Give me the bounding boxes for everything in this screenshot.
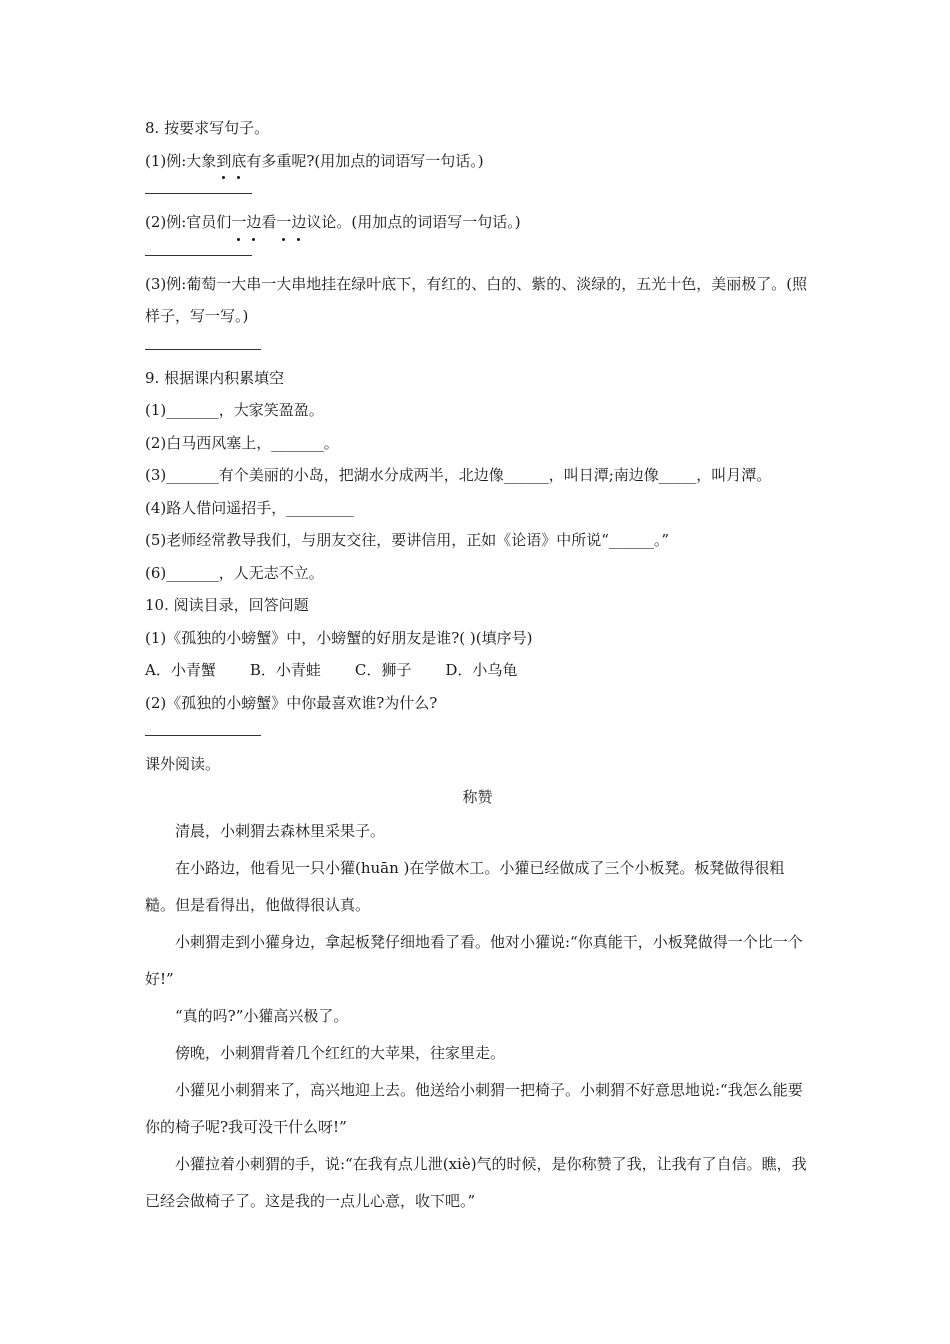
option-b[interactable]: B．小青蛙 <box>249 661 321 679</box>
q10-sub-1: (1)《孤独的小螃蟹》中，小螃蟹的好朋友是谁?( )(填序号) <box>145 628 533 647</box>
q10-title: 10. 阅读目录，回答问题 <box>145 596 309 614</box>
option-a[interactable]: A．小青蟹 <box>145 661 216 679</box>
answer-line[interactable] <box>145 177 810 206</box>
reading-paragraph: 小刺猬走到小獾身边，拿起板凳仔细地看了看。他对小獾说:“你真能干，小板凳做得一个比一个好!” <box>145 933 803 988</box>
answer-line[interactable] <box>145 239 810 268</box>
reading-title: 称赞 <box>462 787 493 806</box>
q9-item-5: (5)老师经常教导我们，与朋友交往，要讲信用，正如《论语》中所说“______。” <box>145 531 670 549</box>
q8-title: 8. 按要求写句子。 <box>145 119 270 137</box>
q9-item-6: (6)_______，人无志不立。 <box>145 563 324 582</box>
q9-item-4: (4)路人借问遥招手，_________ <box>145 498 354 517</box>
emphasis-dot-char: 底 <box>231 145 246 178</box>
reading-paragraph: 小獾见小刺猬来了，高兴地迎上去。他送给小刺猬一把椅子。小刺猬不好意思地说:“我怎么能要你的椅子呢?我可没干什么呀!” <box>145 1081 803 1136</box>
reading-label: 课外阅读。 <box>145 755 221 773</box>
emphasis-dot-char: 一 <box>276 206 291 239</box>
reading-paragraph: 在小路边，他看见一只小獾(huān )在学做木工。小獾已经做成了三个小板凳。板凳做得很粗糙。但是看得出，他做得很认真。 <box>145 859 785 914</box>
q8-sentence-1: (1)例:大象到底有多重呢?(用加点的词语写一句话。) <box>145 145 810 178</box>
emphasis-dot-char: 边 <box>291 206 306 239</box>
answer-line[interactable] <box>145 719 810 748</box>
reading-paragraph: 傍晚，小刺猬背着几个红红的大苹果，往家里走。 <box>175 1044 506 1062</box>
emphasis-dot-char: 一 <box>231 206 246 239</box>
q9-item-1: (1)_______，大家笑盈盈。 <box>145 401 324 419</box>
option-d[interactable]: D．小乌龟 <box>445 661 518 679</box>
worksheet-page <box>145 112 810 1220</box>
q8-sentence-3: (3)例:葡萄一大串一大串地挂在绿叶底下，有红的、白的、紫的、淡绿的，五光十色，美丽极了。(照样子，写一写。) <box>145 274 808 325</box>
answer-line[interactable] <box>145 333 810 362</box>
q9-item-3: (3)_______有个美丽的小岛，把湖水分成两半，北边像______，叫日潭;南边像_____，叫月潭。 <box>145 466 772 484</box>
reading-paragraph: 清晨，小刺猬去森林里采果子。 <box>175 822 386 840</box>
emphasis-dot-char: 边 <box>246 206 261 239</box>
emphasis-dot-char: 到 <box>216 145 231 178</box>
reading-paragraph: 小獾拉着小刺猬的手，说:“在我有点儿泄(xiè)气的时候，是你称赞了我，让我有了自信。瞧，我已经会做椅子了。这是我的一点儿心意，收下吧。” <box>145 1155 807 1210</box>
option-c[interactable]: C．狮子 <box>354 661 412 679</box>
q9-item-2: (2)白马西风塞上，_______。 <box>145 433 339 452</box>
q10-sub-2: (2)《孤独的小螃蟹》中你最喜欢谁?为什么? <box>145 693 438 712</box>
q8-sentence-2: (2)例:官员们一边看一边议论。(用加点的词语写一句话。) <box>145 206 810 239</box>
q9-title: 9. 根据课内积累填空 <box>145 368 285 387</box>
q10-options <box>145 654 810 687</box>
reading-paragraph: “真的吗?”小獾高兴极了。 <box>175 1007 349 1025</box>
